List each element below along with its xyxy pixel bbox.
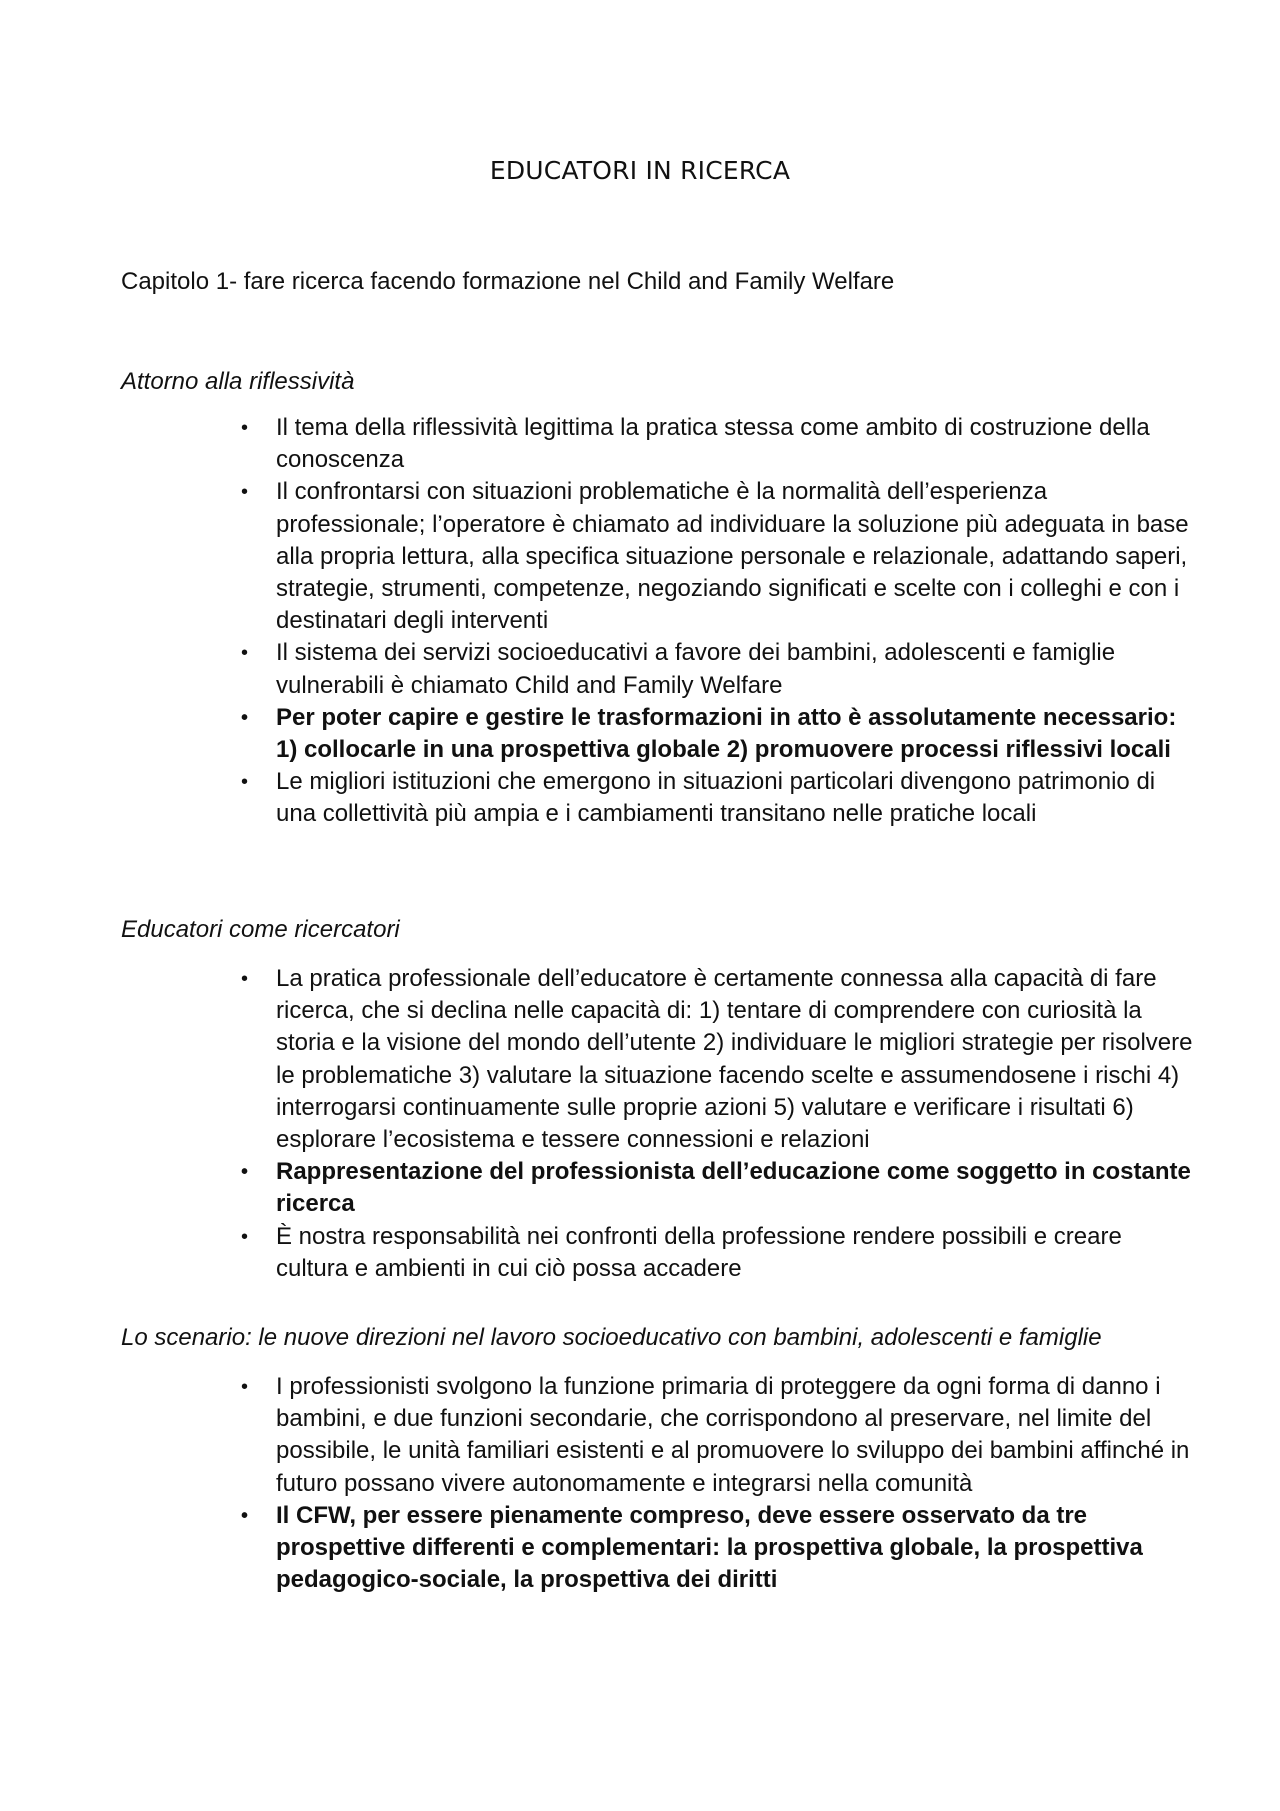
list-item (241, 476, 1196, 637)
bullet-list (121, 963, 1196, 1285)
list-item-text: Il confrontarsi con situazioni problematiche è la normalità dell’esperienza professionale; l’operatore è chiamato ad individuare la soluzione più adeguata in base alla propria lettura, alla specifica situazione personale e relazionale, adattando saperi, strategie, strumenti, competenze, negoziando significati e scelte con i colleghi e con i destinatari degli interventi (276, 478, 1189, 635)
bullet-icon: • (241, 1376, 249, 1398)
list-item (241, 702, 1196, 766)
list-item (241, 1156, 1196, 1220)
bullet-icon: • (241, 417, 249, 439)
section-heading: Attorno alla riflessività (121, 368, 355, 395)
bullet-icon: • (241, 1504, 249, 1527)
list-item-text: La pratica professionale dell’educatore è certamente connessa alla capacità di fare ricerca, che si declina nelle capacità di: 1) tentare di comprendere con curiosità la storia e la visione del mondo dell’utente 2) individuare le migliori strategie per risolvere le problematiche 3) valutare la situazione facendo scelte e assumendosene i rischi 4) interrogarsi continuamente sulle proprie azioni 5) valutare e verificare i risultati 6) esplorare l’ecosistema e tessere connessioni e relazioni (276, 965, 1193, 1154)
bullet-icon: • (241, 642, 249, 665)
list-item (241, 1500, 1196, 1597)
bullet-icon: • (241, 771, 249, 794)
list-item-text: Il tema della riflessività legittima la pratica stessa come ambito di costruzione della conoscenza (276, 414, 1150, 474)
bullet-list (121, 412, 1196, 831)
list-item (241, 412, 1196, 476)
bullet-icon: • (241, 1161, 249, 1184)
list-item-text: Rappresentazione del professionista dell’educazione come soggetto in costante ricerca (276, 1158, 1191, 1218)
document-title: EDUCATORI IN RICERCA (489, 156, 791, 185)
bullet-icon: • (241, 706, 249, 729)
bullet-icon: • (241, 968, 249, 990)
list-item-text: I professionisti svolgono la funzione primaria di proteggere da ogni forma di danno i bambini, e due funzioni secondarie, che corrispondono al preservare, nel limite del possibile, le unità familiari esistenti e al promuovere lo sviluppo dei bambini affinché in futuro possano vivere autonomamente e integrarsi nella comunità (276, 1373, 1190, 1497)
section-educatori-ricercatori (121, 914, 1193, 1285)
list-item (241, 1371, 1196, 1500)
list-item-text: Le migliori istituzioni che emergono in situazioni particolari divengono patrimonio di una collettività più ampia e i cambiamenti transitano nelle pratiche locali (276, 768, 1156, 828)
list-item (241, 766, 1196, 830)
list-item (241, 963, 1196, 1156)
list-item-text: È nostra responsabilità nei confronti della professione rendere possibili e creare cultura e ambienti in cui ciò possa accadere (276, 1222, 1122, 1282)
chapter-heading: Capitolo 1- fare ricerca facendo formazione nel Child and Family Welfare (121, 268, 895, 295)
bullet-icon: • (241, 481, 249, 504)
list-item-text: Il sistema dei servizi socioeducativi a favore dei bambini, adolescenti e famiglie vulnerabili è chiamato Child and Family Welfare (276, 639, 1116, 699)
section-scenario (121, 1322, 1190, 1596)
bullet-list (121, 1371, 1196, 1596)
bullet-icon: • (241, 1225, 249, 1248)
list-item-text: Per poter capire e gestire le trasformazioni in atto è assolutamente necessario: 1) collocarle in una prospettiva globale 2) promuovere processi riflessivi locali (276, 703, 1177, 764)
list-item-text: Il CFW, per essere pienamente compreso, deve essere osservato da tre prospettive differenti e complementari: la prospettiva globale, la prospettiva pedagogico-sociale, la prospettiva dei diritti (276, 1501, 1143, 1594)
list-item (241, 1221, 1196, 1285)
section-heading: Lo scenario: le nuove direzioni nel lavoro socioeducativo con bambini, adolescenti e famiglie (121, 1324, 1102, 1351)
section-heading: Educatori come ricercatori (121, 916, 400, 943)
section-riflessivita (121, 366, 1189, 831)
list-item (241, 637, 1196, 701)
